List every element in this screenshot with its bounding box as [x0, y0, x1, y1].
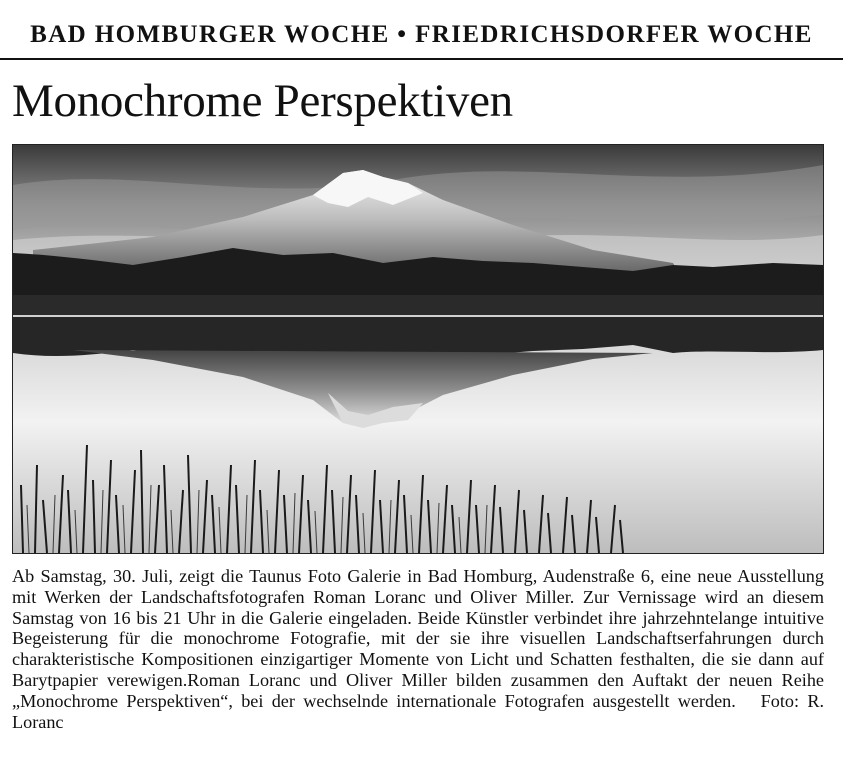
- masthead-rule: [0, 58, 843, 60]
- photo-caption: [12, 566, 824, 732]
- caption-text: Ab Samstag, 30. Juli, zeigt die Taunus Foto Galerie in Bad Homburg, Audenstraße 6, eine neue Ausstellung mit Werken der Landschaftsfotografen Roman Loranc und Oliver Miller. Zur Vernissage wird an diesem Samstag von 16 bis 21 Uhr in die Galerie eingeladen. Beide Künstler verbindet ihre jahrzehntelange intuitive Begeisterung für die monochrome Fotografie, mit der sie ihre visuellen Landschaftserfahrungen durch charakteristische Kompositionen einzigartiger Momente von Licht und Schatten festhalten, die sie dann auf Barytpapier verewigen.Roman Loranc und Oliver Miller bilden zusammen den Auftakt der neuen Reihe „Monochrome Perspektiven“, bei der wechselnde internationale Fotografen ausgestellt werden.: [12, 566, 824, 711]
- masthead: [0, 0, 843, 60]
- landscape-photo-icon: [13, 145, 823, 553]
- article-photo: [12, 144, 824, 554]
- photo-credit: Foto: R. Loranc: [12, 690, 824, 732]
- article-headline: Monochrome Perspektiven: [12, 75, 513, 127]
- newspaper-title: BAD HOMBURGER WOCHE • FRIEDRICHSDORFER WOCHE: [30, 21, 813, 48]
